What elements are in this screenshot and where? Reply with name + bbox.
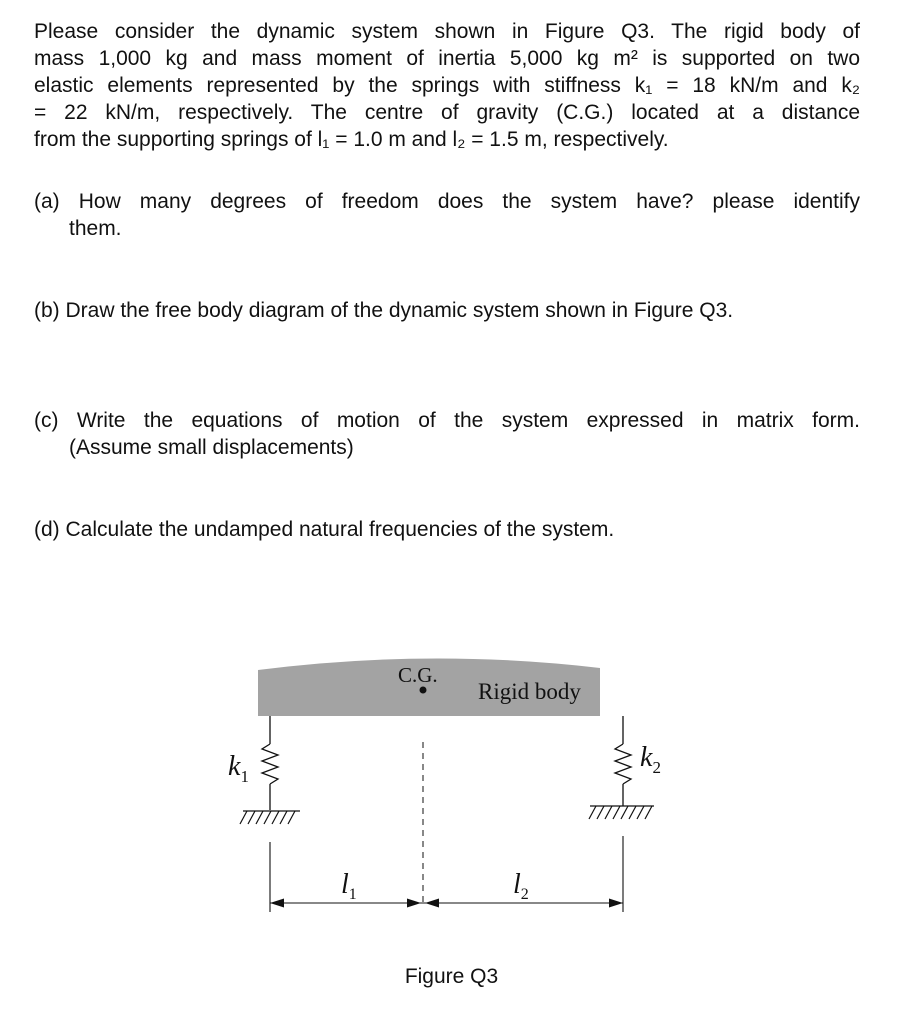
question-text-cont: them. [69,217,122,240]
arrowhead-l1-left [270,899,284,908]
statement-line: elastic elements represented by the springs with stiffness k₁ = 18 kN/m and k₂ [34,74,860,97]
spring-k2 [615,716,631,806]
rigid-body-label: Rigid body [478,679,581,704]
question-text: (b) Draw the free body diagram of the dynamic system shown in Figure Q3. [34,299,734,322]
question-a [34,188,860,242]
ground-right [589,806,654,819]
statement-line: = 22 kN/m, respectively. The centre of gravity (C.G.) located at a distance [34,101,860,124]
problem-statement [34,18,860,153]
cg-marker [420,687,427,694]
statement-line: mass 1,000 kg and mass moment of inertia 5,000 kg m² is supported on two [34,47,860,70]
dimension-l2-label: $l_2$ [513,869,529,903]
question-d [34,516,860,543]
cg-label: C.G. [398,663,438,687]
arrowhead-l1-right [407,899,421,908]
question-text: (d) Calculate the undamped natural frequencies of the system. [34,518,615,541]
dimension-l1-label: $l_1$ [341,869,357,903]
figure-caption: Figure Q3 [404,965,499,988]
arrowhead-l2-right [609,899,623,908]
spring-k1 [262,716,278,810]
statement-line: Please consider the dynamic system shown in Figure Q3. The rigid body of [34,20,860,43]
question-b [34,297,860,324]
statement-line: from the supporting springs of l₁ = 1.0 m and l₂ = 1.5 m, respectively. [34,128,669,151]
spring-k2-label: $k_2$ [640,742,661,777]
question-c [34,407,860,461]
ground-left [240,811,300,824]
figure-q3-diagram [200,640,680,1020]
question-text: (a) How many degrees of freedom does the system have? please identify [34,190,860,213]
arrowhead-l2-left [425,899,439,908]
spring-k1-label: $k_1$ [228,751,249,786]
question-text: (c) Write the equations of motion of the system expressed in matrix form. [34,409,860,432]
question-text-cont: (Assume small displacements) [69,436,354,459]
